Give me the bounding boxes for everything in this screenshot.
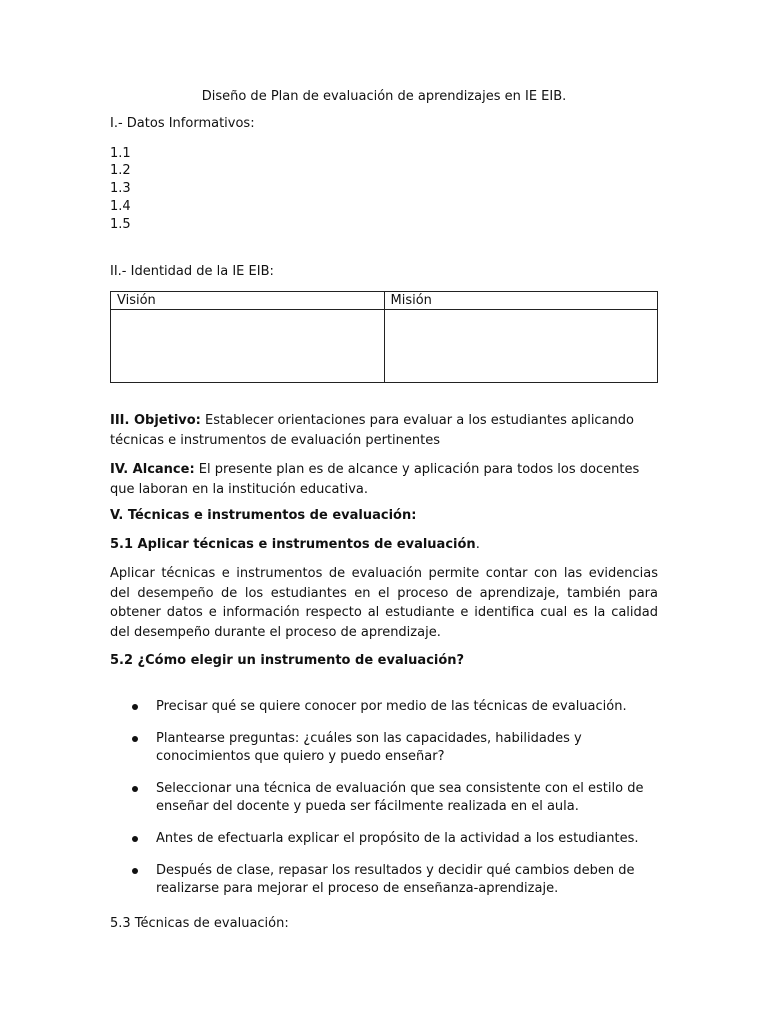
scope-label: IV. Alcance:: [110, 462, 195, 477]
bullet-icon: [132, 836, 138, 842]
mission-header: Misión: [384, 292, 658, 310]
subsection-5-1-title: 5.1 Aplicar técnicas e instrumentos de evaluación: [110, 537, 476, 552]
bullet-text: Seleccionar una técnica de evaluación que sea consistente con el estilo de enseñar del docente y pueda ser fácilmente realizada en el aula.: [156, 781, 644, 814]
objective-text: Establecer orientaciones para evaluar a los estudiantes aplicando técnicas e instrumentos de evaluación pertinentes: [110, 413, 634, 448]
info-item-3: 1.3: [110, 181, 131, 196]
objective-label: III. Objetivo:: [110, 413, 201, 428]
objective-paragraph: [110, 411, 658, 450]
list-item: [110, 830, 658, 848]
bullet-icon: [132, 786, 138, 792]
vision-cell: [111, 310, 385, 383]
info-item-1: 1.1: [110, 146, 131, 161]
list-item: [110, 780, 658, 816]
section2-heading: II.- Identidad de la IE EIB:: [110, 264, 274, 279]
identity-table: [110, 291, 658, 383]
scope-paragraph: [110, 460, 658, 499]
subsection-5-1-text: Aplicar técnicas e instrumentos de evaluación permite contar con las evidencias del desempeño de los estudiantes en el proceso de aprendizaje, también para obtener datos e información respecto al estudiante e identifica cual es la calidad del desempeño durante el proceso de aprendizaje.: [110, 566, 658, 640]
document-title: Diseño de Plan de evaluación de aprendizajes en IE EIB.: [201, 89, 567, 104]
info-item-2: 1.2: [110, 163, 131, 178]
scope-text: El presente plan es de alcance y aplicación para todos los docentes que laboran en la institución educativa.: [110, 462, 640, 497]
list-item: [110, 698, 658, 716]
subsection-5-1-heading: [110, 536, 480, 554]
bullet-icon: [132, 704, 138, 710]
subsection-5-1-period: .: [475, 537, 480, 552]
vision-header: Visión: [111, 292, 385, 310]
section5-heading: V. Técnicas e instrumentos de evaluación:: [110, 508, 417, 523]
bullet-text: Después de clase, repasar los resultados y decidir qué cambios deben de realizarse para mejorar el proceso de enseñanza-aprendizaje.: [156, 863, 635, 896]
subsection-5-3-heading: 5.3 Técnicas de evaluación:: [110, 916, 289, 931]
subsection-5-2-heading: 5.2 ¿Cómo elegir un instrumento de evaluación?: [110, 653, 465, 668]
section1-heading: I.- Datos Informativos:: [110, 116, 255, 131]
info-item-4: 1.4: [110, 199, 131, 214]
bullet-icon: [132, 868, 138, 874]
mission-cell: [384, 310, 658, 383]
list-item: [110, 862, 658, 898]
list-item: [110, 730, 658, 766]
bullet-text: Precisar qué se quiere conocer por medio de las técnicas de evaluación.: [156, 699, 627, 714]
bullet-list: [110, 698, 658, 898]
bullet-icon: [132, 736, 138, 742]
bullet-text: Plantearse preguntas: ¿cuáles son las capacidades, habilidades y conocimientos que quiero y puedo enseñar?: [156, 731, 582, 764]
info-item-5: 1.5: [110, 217, 131, 232]
bullet-text: Antes de efectuarla explicar el propósito de la actividad a los estudiantes.: [156, 831, 639, 846]
